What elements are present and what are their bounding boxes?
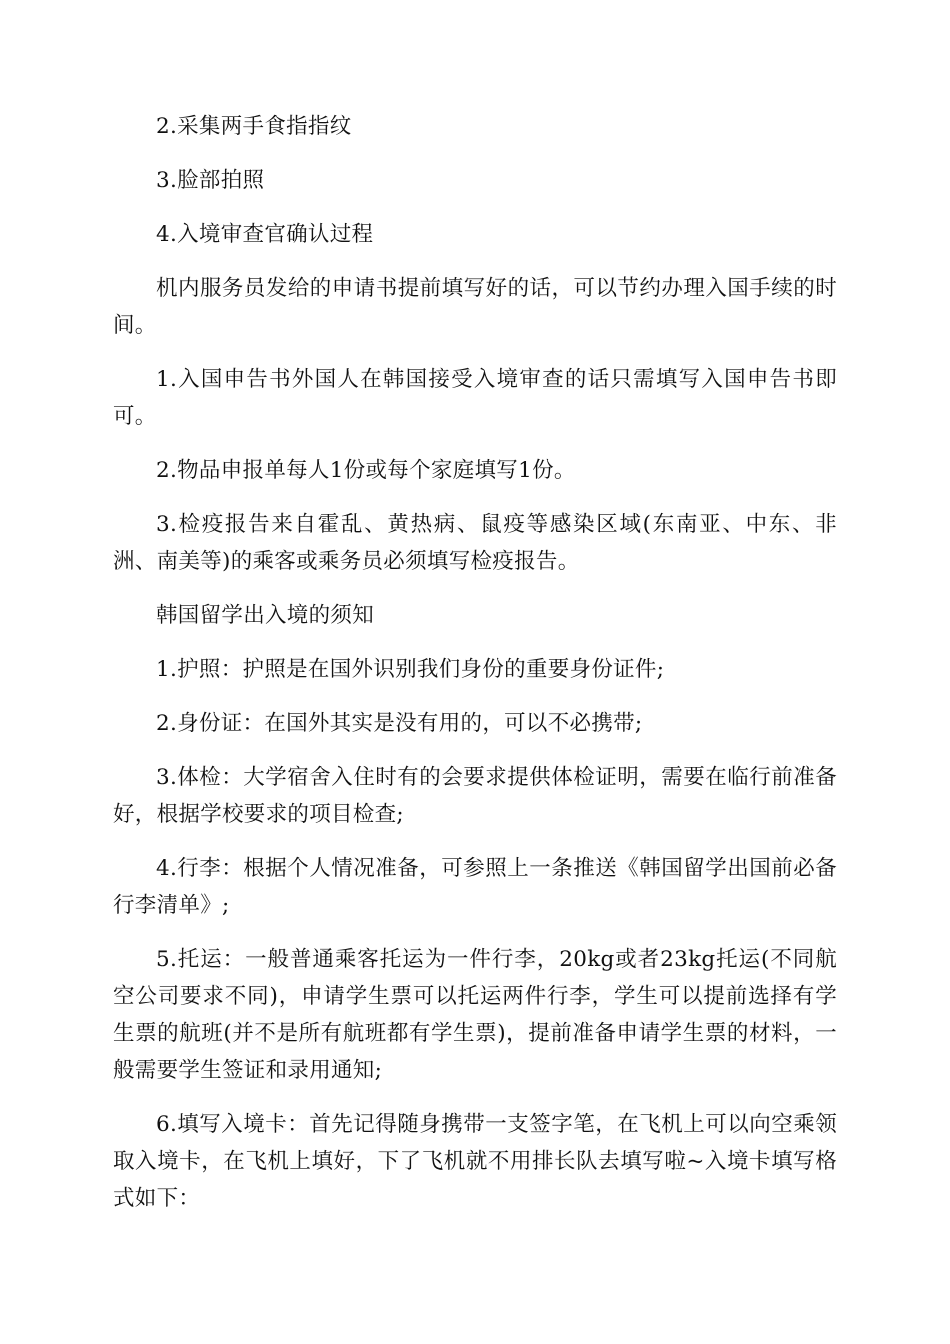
paragraph-id-card: 2.身份证：在国外其实是没有用的，可以不必携带; <box>156 711 643 736</box>
paragraph-checked-baggage: 5.托运：一般普通乘客托运为一件行李，20kg或者23kg托运(不同航空公司要求不同)，申请学生票可以托运两件行李，学生可以提前选择有学生票的航班(并不是所有航班都有学生票)，提前准备申请学生票的材料，一般需要学生签证和录用通知; <box>113 947 837 1083</box>
paragraph-quarantine-report: 3.检疫报告来自霍乱、黄热病、鼠疫等感染区域(东南亚、中东、非洲、南美等)的乘客或乘务员必须填写检疫报告。 <box>113 512 837 574</box>
paragraph-health-check: 3.体检：大学宿舍入住时有的会要求提供体检证明，需要在临行前准备好，根据学校要求的项目检查; <box>113 765 837 827</box>
paragraph-customs-declaration: 2.物品申报单每人1份或每个家庭填写1份。 <box>156 458 576 483</box>
paragraph-officer-confirm: 4.入境审查官确认过程 <box>156 222 374 247</box>
paragraph-application-form: 机内服务员发给的申请书提前填写好的话，可以节约办理入国手续的时间。 <box>113 276 837 338</box>
paragraph-fingerprint: 2.采集两手食指指纹 <box>156 114 352 139</box>
paragraph-entry-card: 6.填写入境卡：首先记得随身携带一支签字笔，在飞机上可以向空乘领取入境卡，在飞机上填好，下了飞机就不用排长队去填写啦~入境卡填写格式如下： <box>113 1112 837 1211</box>
paragraph-arrival-card: 1.入国申告书外国人在韩国接受入境审查的话只需填写入国申告书即可。 <box>113 367 837 429</box>
paragraph-face-photo: 3.脸部拍照 <box>156 168 265 193</box>
paragraph-passport: 1.护照：护照是在国外识别我们身份的重要身份证件; <box>156 657 665 682</box>
document-body <box>113 108 837 1234</box>
section-heading: 韩国留学出入境的须知 <box>156 603 375 628</box>
paragraph-luggage: 4.行李：根据个人情况准备，可参照上一条推送《韩国留学出国前必备行李清单》; <box>113 856 837 918</box>
